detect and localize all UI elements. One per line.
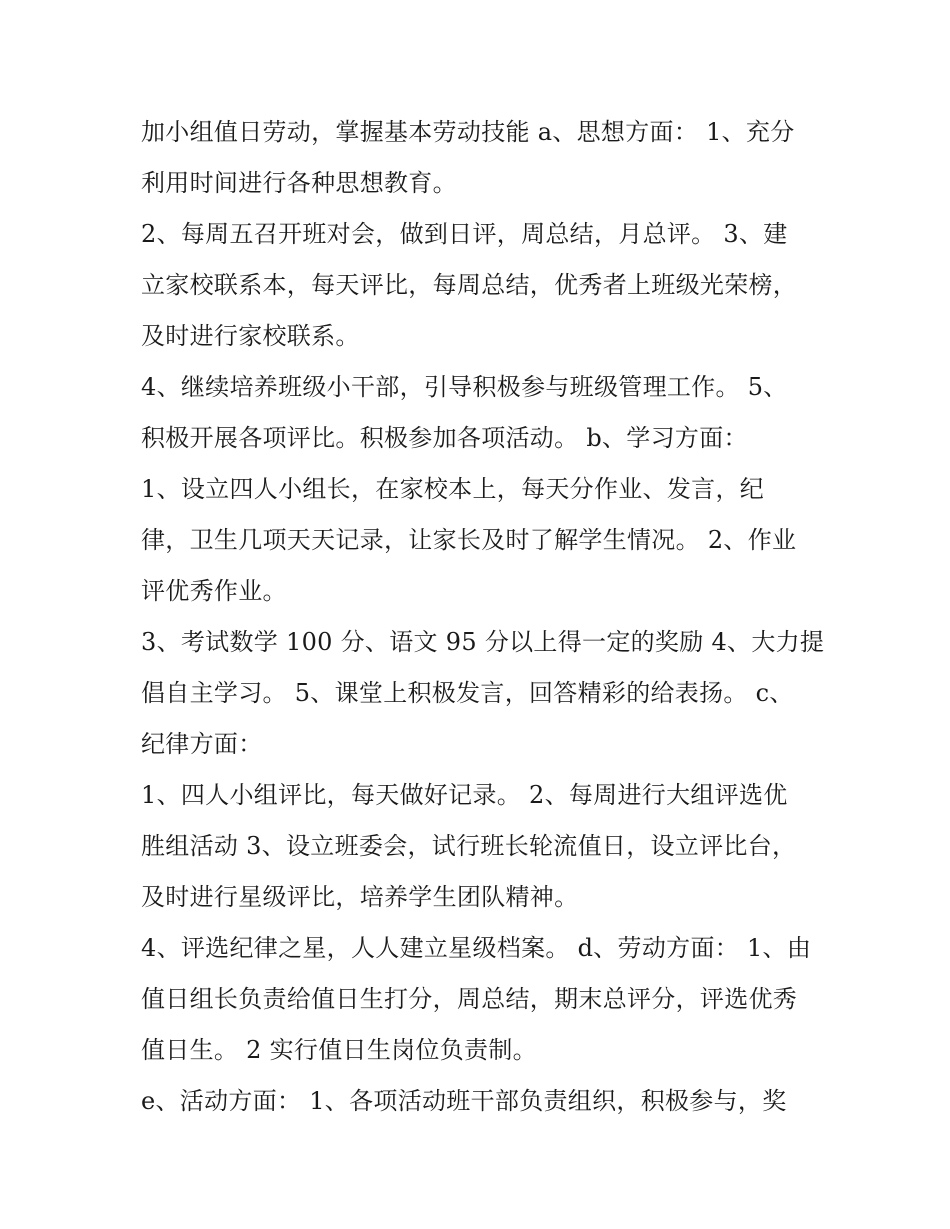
- text-line: 纪律方面：: [141, 730, 263, 758]
- text-line: 2、每周五召开班对会，做到日评，周总结，月总评。 3、建: [141, 220, 788, 248]
- text-line: 及时进行星级评比，培养学生团队精神。: [141, 883, 579, 911]
- text-line: 值日组长负责给值日生打分，周总结，期末总评分，评选优秀: [141, 985, 798, 1013]
- text-line: 1、设立四人小组长，在家校本上，每天分作业、发言，纪: [141, 475, 765, 503]
- text-line: e、活动方面： 1、各项活动班干部负责组织，积极参与，奖: [141, 1087, 787, 1115]
- text-line: 积极开展各项评比。积极参加各项活动。 b、学习方面：: [141, 424, 748, 452]
- text-line: 立家校联系本，每天评比，每周总结，优秀者上班级光荣榜，: [141, 271, 798, 299]
- text-line: 3、考试数学 100 分、语文 95 分以上得一定的奖励 4、大力提: [141, 628, 825, 656]
- text-line: 1、四人小组评比，每天做好记录。 2、每周进行大组评选优: [141, 781, 788, 809]
- text-line: 4、评选纪律之星，人人建立星级档案。 d、劳动方面： 1、由: [141, 934, 812, 962]
- text-line: 值日生。 2 实行值日生岗位负责制。: [141, 1036, 537, 1064]
- text-line: 律，卫生几项天天记录，让家长及时了解学生情况。 2、作业: [141, 526, 797, 554]
- text-line: 利用时间进行各种思想教育。: [141, 169, 457, 197]
- text-line: 评优秀作业。: [141, 577, 287, 605]
- text-line: 倡自主学习。 5、课堂上积极发言，回答精彩的给表扬。 c、: [141, 679, 794, 707]
- text-line: 及时进行家校联系。: [141, 322, 360, 350]
- document-body: [141, 107, 841, 1127]
- text-line: 4、继续培养班级小干部，引导积极参与班级管理工作。 5、: [141, 373, 788, 401]
- text-line: 胜组活动 3、设立班委会，试行班长轮流值日，设立评比台，: [141, 832, 797, 860]
- text-line: 加小组值日劳动，掌握基本劳动技能 a、思想方面： 1、充分: [141, 118, 795, 146]
